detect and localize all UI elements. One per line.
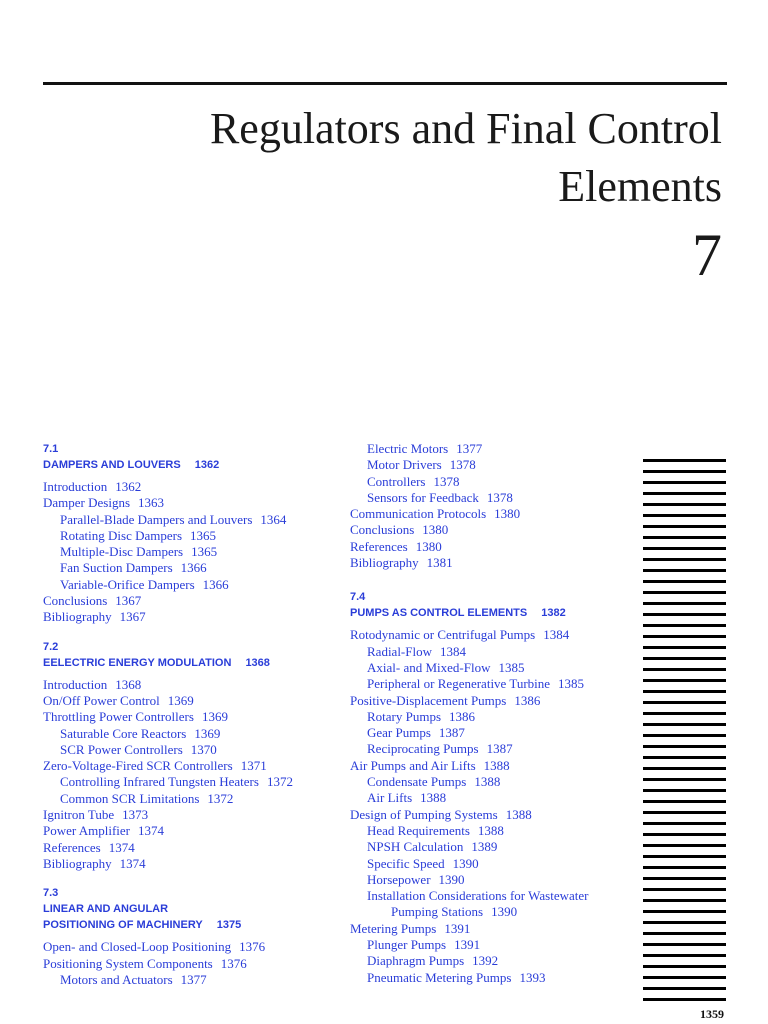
toc-entry[interactable] xyxy=(43,479,343,495)
toc-entry[interactable] xyxy=(43,693,343,709)
thumb-index-tabs xyxy=(643,459,726,1009)
section-title-text: PUMPS AS CONTROL ELEMENTS xyxy=(350,607,528,620)
toc-entry-page: 1387 xyxy=(438,725,465,741)
thumb-tab xyxy=(643,756,726,759)
toc-entry-page: 1362 xyxy=(115,479,142,494)
toc-entry-page: 1365 xyxy=(190,527,217,543)
toc-entry[interactable] xyxy=(350,506,650,522)
toc-entry-text: Gear Pumps xyxy=(367,725,431,741)
toc-entry-text: Conclusions xyxy=(350,522,415,538)
toc-entry-text: SCR Power Controllers xyxy=(60,741,183,757)
toc-entry-page: 1369 xyxy=(167,692,194,708)
toc-entry-text: Parallel-Blade Dampers and Louvers xyxy=(60,511,253,527)
toc-entry-text: Damper Designs xyxy=(43,495,131,511)
toc-entry-page: 1391 xyxy=(454,937,481,953)
chapter-title-line-1: Regulators and Final Control xyxy=(209,104,722,153)
thumb-tab xyxy=(643,811,726,814)
toc-entry[interactable] xyxy=(43,742,343,758)
toc-entry-text: Ignitron Tube xyxy=(43,807,115,823)
toc-entry-page: 1372 xyxy=(207,790,234,806)
toc-entry-text: References xyxy=(350,538,408,554)
toc-entry-page: 1363 xyxy=(138,495,165,511)
toc-entry-page: 1384 xyxy=(543,627,570,643)
toc-entry[interactable] xyxy=(43,956,343,972)
toc-entry-text: References xyxy=(43,839,101,855)
toc-entry[interactable] xyxy=(43,758,343,774)
toc-entry-text: Conclusions xyxy=(43,593,108,609)
toc-entry[interactable] xyxy=(350,441,650,457)
thumb-tab xyxy=(643,492,726,495)
toc-entry-page: 1366 xyxy=(180,560,207,576)
toc-entry-page: 1388 xyxy=(474,774,501,790)
toc-entry-text: Fan Suction Dampers xyxy=(60,560,173,576)
toc-entry-text: Common SCR Limitations xyxy=(60,790,200,806)
thumb-tab xyxy=(643,855,726,858)
section-title xyxy=(43,917,343,933)
section-title-page: 1368 xyxy=(245,656,270,669)
section-title-text: POSITIONING OF MACHINERY xyxy=(43,919,203,932)
toc-entry-page: 1376 xyxy=(220,955,247,971)
toc-entry[interactable] xyxy=(43,495,343,511)
toc-entry-text: Air Lifts xyxy=(367,790,413,806)
toc-entry[interactable] xyxy=(350,856,650,872)
toc-entry-text: Axial- and Mixed-Flow xyxy=(367,659,491,675)
toc-entry-text: Pneumatic Metering Pumps xyxy=(367,969,512,985)
toc-entry-page: 1388 xyxy=(505,806,532,822)
section-title-page: 1382 xyxy=(541,607,566,620)
toc-entry[interactable] xyxy=(43,856,343,872)
toc-entry-text: Peripheral or Regenerative Turbine xyxy=(367,676,551,692)
section-heading[interactable] xyxy=(43,885,343,933)
thumb-tab xyxy=(643,800,726,803)
thumb-tab xyxy=(643,503,726,506)
toc-entry-text: Specific Speed xyxy=(367,855,445,871)
section-title-page: 1375 xyxy=(216,919,242,932)
toc-entry-text: Bibliography xyxy=(350,555,419,571)
toc-entry-page: 1392 xyxy=(472,953,499,969)
thumb-tab xyxy=(643,580,726,583)
toc-entry-text: Bibliography xyxy=(43,855,112,871)
toc-entry[interactable] xyxy=(43,823,343,839)
toc-entry-page: 1373 xyxy=(122,807,149,823)
toc-entry-text: Radial-Flow xyxy=(367,643,432,659)
thumb-tab xyxy=(643,833,726,836)
thumb-tab xyxy=(643,646,726,649)
thumb-tab xyxy=(643,712,726,715)
section-title-text: EELECTRIC ENERGY MODULATION xyxy=(43,656,232,669)
thumb-tab xyxy=(643,668,726,671)
toc-entry-text: Rotating Disc Dampers xyxy=(60,527,183,543)
toc-entry-text: Installation Considerations for Wastewater xyxy=(367,888,589,904)
toc-entry-text: Multiple-Disc Dampers xyxy=(60,544,184,560)
thumb-tab xyxy=(643,899,726,902)
section-title xyxy=(43,457,343,473)
toc-entry-page: 1386 xyxy=(514,692,541,708)
toc-entry-page: 1374 xyxy=(108,839,135,855)
toc-entry-text: Diaphragm Pumps xyxy=(367,953,465,969)
toc-entry-page: 1377 xyxy=(456,441,483,456)
toc-entry-page: 1387 xyxy=(486,741,513,757)
thumb-tab xyxy=(643,547,726,550)
thumb-tab xyxy=(643,822,726,825)
toc-entry[interactable] xyxy=(350,522,650,538)
toc-entry-page: 1388 xyxy=(483,757,510,773)
thumb-tab xyxy=(643,690,726,693)
toc-entry-text: Variable-Orifice Dampers xyxy=(60,576,195,592)
toc-entry[interactable] xyxy=(43,774,343,790)
toc-entry[interactable] xyxy=(43,726,343,742)
toc-entry[interactable] xyxy=(43,807,343,823)
thumb-tab xyxy=(643,470,726,473)
toc-entry-page: 1369 xyxy=(194,725,221,741)
toc-entry-text: Condensate Pumps xyxy=(367,774,467,790)
toc-entry-text: Reciprocating Pumps xyxy=(367,741,479,757)
thumb-tab xyxy=(643,932,726,935)
toc-entry[interactable] xyxy=(43,939,343,955)
thumb-tab xyxy=(643,624,726,627)
thumb-tab xyxy=(643,657,726,660)
toc-entry[interactable] xyxy=(350,839,650,855)
toc-entry[interactable] xyxy=(43,593,343,609)
thumb-tab xyxy=(643,613,726,616)
thumb-tab xyxy=(643,998,726,1001)
thumb-tab xyxy=(643,910,726,913)
chapter-title xyxy=(210,100,722,216)
toc-entry-page: 1372 xyxy=(266,774,293,790)
toc-entry-text: Bibliography xyxy=(43,609,112,625)
thumb-tab xyxy=(643,745,726,748)
thumb-tab xyxy=(643,778,726,781)
toc-entry-text: Positioning System Components xyxy=(43,955,213,971)
toc-entry[interactable] xyxy=(350,970,650,986)
toc-entry[interactable] xyxy=(43,512,343,528)
section-number: 7.4 xyxy=(350,591,366,604)
toc-entry-text: Rotary Pumps xyxy=(367,708,442,724)
toc-entry-text: Open- and Closed-Loop Positioning xyxy=(43,939,232,955)
toc-entry-page: 1388 xyxy=(420,790,447,806)
toc-entry-text: NPSH Calculation xyxy=(367,839,464,855)
toc-entry[interactable] xyxy=(350,904,650,920)
toc-entry-page: 1390 xyxy=(438,871,465,887)
toc-entry-text: Power Amplifier xyxy=(43,823,131,839)
top-rule xyxy=(43,82,727,85)
toc-entry[interactable] xyxy=(43,609,343,625)
thumb-tab xyxy=(643,525,726,528)
thumb-tab xyxy=(643,514,726,517)
toc-entry-text: Zero-Voltage-Fired SCR Controllers xyxy=(43,758,233,774)
toc-entry-text: Communication Protocols xyxy=(350,506,487,522)
toc-entry[interactable] xyxy=(350,555,650,571)
toc-entry[interactable] xyxy=(350,676,650,692)
toc-entry-text: Plunger Pumps xyxy=(367,937,447,953)
thumb-tab xyxy=(643,767,726,770)
toc-entry-page: 1369 xyxy=(201,709,228,725)
toc-entry-text: On/Off Power Control xyxy=(43,692,160,708)
section-title-text: LINEAR AND ANGULAR xyxy=(43,903,169,916)
toc-right-column xyxy=(350,441,650,999)
toc-entry[interactable] xyxy=(350,539,650,555)
toc-entry-page: 1365 xyxy=(191,544,218,560)
toc-entry-page: 1366 xyxy=(202,576,229,592)
toc-entry-page: 1374 xyxy=(138,823,165,839)
toc-entry-page: 1393 xyxy=(519,969,546,985)
section-title xyxy=(350,605,650,621)
page-number: 1359 xyxy=(700,1007,724,1021)
toc-entry-page: 1378 xyxy=(433,473,460,489)
toc-entry-page: 1374 xyxy=(119,855,146,871)
section-title-text: DAMPERS AND LOUVERS xyxy=(43,459,181,471)
toc-section xyxy=(350,589,650,986)
thumb-tab xyxy=(643,789,726,792)
toc-entry[interactable] xyxy=(43,709,343,725)
toc-entry[interactable] xyxy=(350,457,650,473)
section-title xyxy=(43,655,343,671)
thumb-tab xyxy=(643,569,726,572)
toc-entry[interactable] xyxy=(43,840,343,856)
toc-entry-page: 1364 xyxy=(260,511,287,527)
toc-entry-page: 1388 xyxy=(477,822,504,838)
toc-entry-page: 1378 xyxy=(449,457,476,473)
toc-continuation xyxy=(350,441,650,571)
toc-entry[interactable] xyxy=(350,790,650,806)
thumb-tab xyxy=(643,536,726,539)
toc-entry[interactable] xyxy=(350,921,650,937)
toc-entry[interactable] xyxy=(350,627,650,643)
toc-entry-text: Introduction xyxy=(43,479,108,494)
thumb-tab xyxy=(643,591,726,594)
toc-entry-page: 1371 xyxy=(240,758,267,774)
thumb-tab xyxy=(643,943,726,946)
toc-entry[interactable] xyxy=(350,823,650,839)
toc-entry-text: Electric Motors xyxy=(367,441,449,456)
toc-section xyxy=(43,441,343,626)
toc-entry-text: Positive-Displacement Pumps xyxy=(350,692,507,708)
toc-entry-page: 1378 xyxy=(486,489,513,505)
toc-entry[interactable] xyxy=(43,544,343,560)
toc-section xyxy=(43,639,343,873)
toc-entry[interactable] xyxy=(350,937,650,953)
thumb-tab xyxy=(643,921,726,924)
toc-entry[interactable] xyxy=(43,560,343,576)
toc-entry[interactable] xyxy=(350,660,650,676)
toc-entry-page: 1384 xyxy=(440,643,466,659)
thumb-tab xyxy=(643,459,726,462)
section-heading[interactable] xyxy=(350,589,650,621)
toc-entry-text: Design of Pumping Systems xyxy=(350,806,498,822)
toc-entry-page: 1391 xyxy=(444,920,471,936)
toc-entry-text: Saturable Core Reactors xyxy=(60,725,187,741)
toc-entry[interactable] xyxy=(43,972,343,988)
toc-entry[interactable] xyxy=(350,709,650,725)
toc-entry-page: 1370 xyxy=(190,741,217,757)
toc-entry-text: Introduction xyxy=(43,676,108,692)
thumb-tab xyxy=(643,481,726,484)
toc-entry-text: Throttling Power Controllers xyxy=(43,709,194,725)
toc-entry[interactable] xyxy=(350,644,650,660)
section-number: 7.1 xyxy=(43,443,59,455)
toc-entry-text: Pumping Stations xyxy=(391,904,484,920)
toc-entry-text: Motor Drivers xyxy=(367,457,442,473)
toc-entry-text: Controllers xyxy=(367,473,426,489)
toc-entry-page: 1377 xyxy=(180,971,207,987)
toc-entry[interactable] xyxy=(43,791,343,807)
thumb-tab xyxy=(643,965,726,968)
toc-entry-page: 1367 xyxy=(115,593,142,609)
chapter-title-line-2: Elements xyxy=(558,162,722,211)
toc-entry-text: Controlling Infrared Tungsten Heaters xyxy=(60,774,259,790)
toc-entry-page: 1390 xyxy=(452,855,479,871)
thumb-tab xyxy=(643,954,726,957)
toc-entry-page: 1368 xyxy=(115,676,142,692)
thumb-tab xyxy=(643,723,726,726)
section-number: 7.3 xyxy=(43,887,59,900)
thumb-tab xyxy=(643,888,726,891)
thumb-tab xyxy=(643,679,726,682)
toc-entry[interactable] xyxy=(43,577,343,593)
toc-entry-text: Sensors for Feedback xyxy=(367,489,479,505)
thumb-tab xyxy=(643,987,726,990)
thumb-tab xyxy=(643,701,726,704)
thumb-tab xyxy=(643,558,726,561)
toc-entry-page: 1386 xyxy=(449,708,476,724)
section-heading[interactable] xyxy=(43,639,343,671)
toc-entry-page: 1381 xyxy=(426,555,453,571)
toc-entry-page: 1380 xyxy=(494,506,521,522)
toc-entry[interactable] xyxy=(350,888,650,904)
thumb-tab xyxy=(643,635,726,638)
thumb-tab xyxy=(643,866,726,869)
toc-entry[interactable] xyxy=(350,741,650,757)
toc-entry[interactable] xyxy=(43,677,343,693)
toc-entry-text: Motors and Actuators xyxy=(60,971,173,987)
toc-entry[interactable] xyxy=(350,774,650,790)
toc-section xyxy=(43,885,343,988)
toc-entry[interactable] xyxy=(350,872,650,888)
toc-entry[interactable] xyxy=(350,807,650,823)
thumb-tab xyxy=(643,976,726,979)
toc-entry-text: Horsepower xyxy=(367,871,431,887)
toc-entry-page: 1390 xyxy=(491,904,518,920)
toc-entry-page: 1380 xyxy=(422,522,449,538)
toc-entry[interactable] xyxy=(350,693,650,709)
toc-left-column xyxy=(43,441,343,1001)
thumb-tab xyxy=(643,844,726,847)
section-title xyxy=(43,901,343,917)
toc-entry[interactable] xyxy=(350,474,650,490)
toc-entry[interactable] xyxy=(350,758,650,774)
toc-entry-text: Metering Pumps xyxy=(350,920,437,936)
chapter-number: 7 xyxy=(692,222,722,288)
section-title-page: 1362 xyxy=(194,459,220,471)
toc-entry[interactable] xyxy=(350,490,650,506)
section-heading[interactable] xyxy=(43,441,343,473)
section-number: 7.2 xyxy=(43,640,59,653)
toc-entry-text: Air Pumps and Air Lifts xyxy=(350,757,476,773)
thumb-tab xyxy=(643,877,726,880)
toc-entry-page: 1376 xyxy=(239,939,266,955)
toc-entry-page: 1385 xyxy=(558,676,585,692)
toc-entry-text: Head Requirements xyxy=(367,822,470,838)
toc-entry-page: 1385 xyxy=(498,659,525,675)
thumb-tab xyxy=(643,734,726,737)
toc-entry-page: 1380 xyxy=(415,538,442,554)
toc-entry-page: 1367 xyxy=(119,609,146,625)
toc-entry-text: Rotodynamic or Centrifugal Pumps xyxy=(350,627,536,643)
thumb-tab xyxy=(643,602,726,605)
toc-entry[interactable] xyxy=(350,725,650,741)
toc-entry-page: 1389 xyxy=(471,839,498,855)
toc-entry[interactable] xyxy=(350,953,650,969)
toc-entry[interactable] xyxy=(43,528,343,544)
